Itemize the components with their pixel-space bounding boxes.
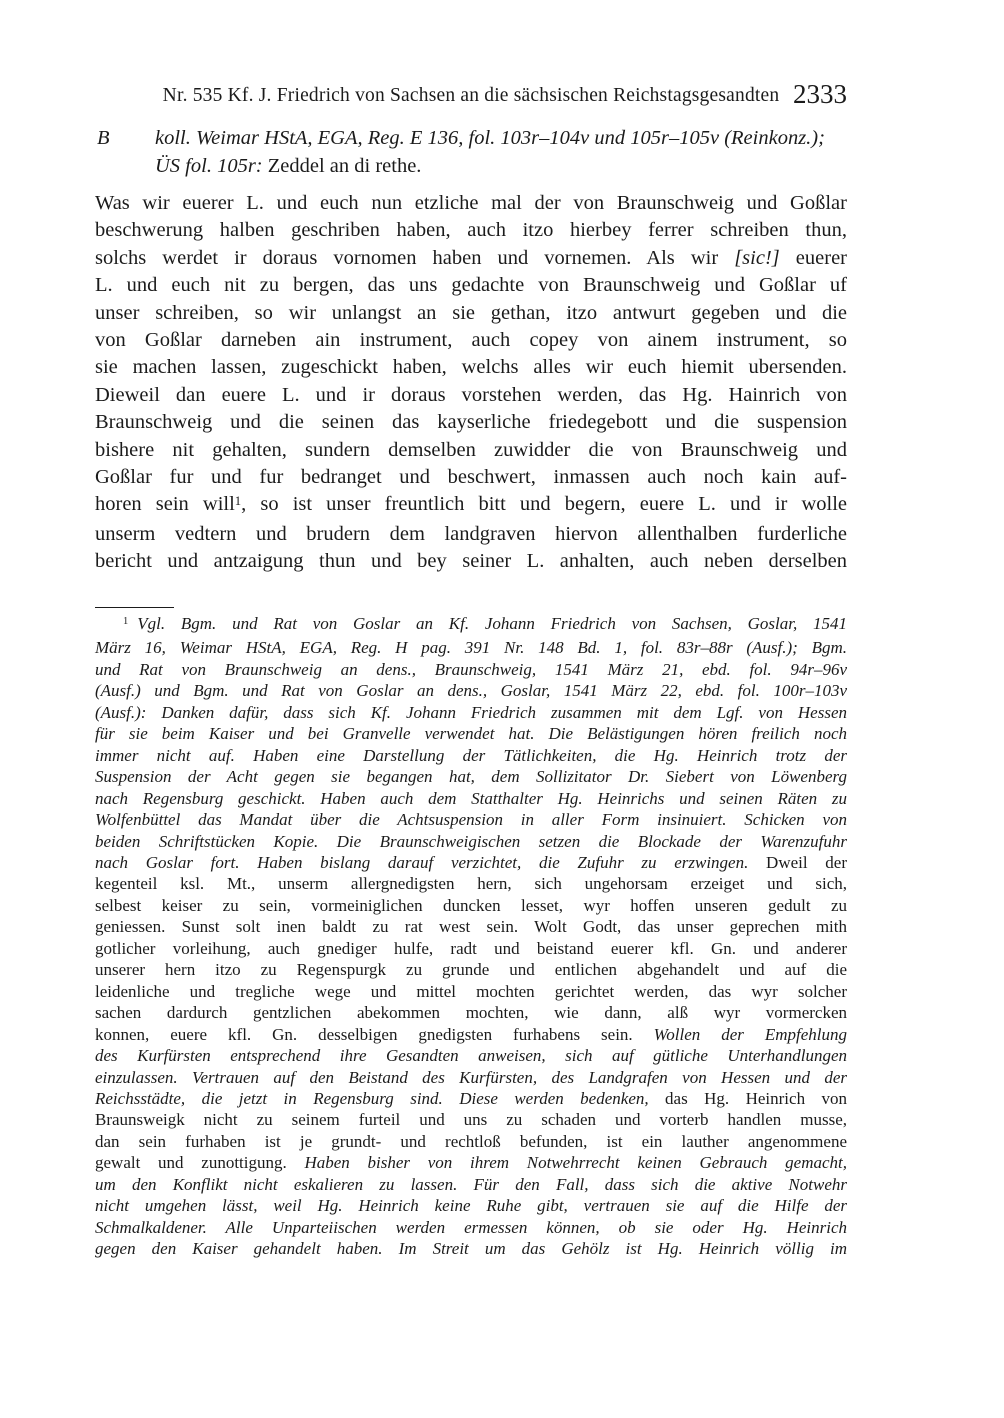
text-line: bishere nit gehalten, sundern demselben zuwidder die von Braunschweig und [95, 438, 847, 461]
letter-body [95, 190, 847, 576]
source-note [95, 124, 847, 180]
running-header [95, 80, 847, 112]
text-line: unserm vedtern und brudern dem landgraven hiervon allenthalben furderliche [95, 522, 847, 545]
text-line: $^1$ Vgl. Bgm. und Rat von Goslar an Kf. Johann Friedrich von Sachsen, Goslar, 1541 [123, 614, 847, 633]
text-line: für sie beim Kaiser und bei Granvelle verwendet hat. Die Belästigungen hören freilich noch [95, 724, 847, 744]
text-line: beschwerung halben geschriben haben, auch itzo hierbey ferrer schreiben thun, [95, 219, 847, 242]
text-line: leidenliche und tregliche wege und mittel mochten gerichtet werden, das wyr solcher [95, 981, 847, 1001]
text-line: Braunschweig und die seinen das kayserliche friedegebott und die suspension [95, 411, 847, 434]
text-line: koll. Weimar HStA, EGA, Reg. E 136, fol. 103r–104v und 105r–105v (Reinkonz.); [155, 127, 825, 149]
text-line: nach Regensburg geschickt. Haben auch dem Statthalter Hg. Heinrichs und seinen Räten zu [95, 788, 847, 808]
text-line: Dieweil dan euere L. und ir doraus vorstehen werden, das Hg. Hainrich von [95, 383, 847, 406]
text-line: sie machen lassen, zugeschickt haben, welchs alles wir euch hiemit ubersenden. [95, 356, 847, 379]
text-line: beiden Schriftstücken Kopie. Die Braunschweigischen setzen die Blockade der Warenzufuhr [95, 831, 847, 851]
text-line: ÜS fol. 105r: Zeddel an di rethe. [155, 155, 422, 177]
text-line: um den Konflikt nicht eskalieren zu lassen. Für den Fall, dass sich die aktive Notwehr [95, 1174, 847, 1194]
source-siglum: B [97, 127, 110, 149]
text-line: geniessen. Sunst solt inen baldt zu rat west sein. Wolt Godt, das unser geprechen mith [95, 917, 847, 937]
text-line: horen sein will$^1$, so ist unser freuntlich bitt und begern, euere L. und ir wolle [95, 493, 847, 516]
text-line: Was wir euerer L. und euch nun etzliche mal der von Braunschweig und Goßlar [95, 192, 847, 214]
text-line: solchs werdet ir doraus vornomen haben und vornemen. Als wir [sic!] euerer [95, 246, 847, 269]
text-line: des Kurfürsten entsprechend ihre Gesandten anweisen, sich auf gütliche Unterhandlungen [95, 1046, 847, 1066]
text-line: dan sein furhaben ist je grundt- und rechtloß befunden, ist ein lauther angenommene [95, 1131, 847, 1151]
page-number: 2333 [793, 79, 847, 109]
text-line: Reichsstädte, die jetzt in Regensburg sind. Diese werden bedenken, das Hg. Heinrich von [95, 1088, 847, 1108]
text-line: März 16, Weimar HStA, EGA, Reg. H pag. 391 Nr. 148 Bd. 1, fol. 83r–88r (Ausf.); Bgm. [95, 638, 847, 658]
text-line: (Ausf.): Danken dafür, dass sich Kf. Johann Friedrich zusammen mit dem Lgf. von Hessen [95, 702, 847, 722]
text-line: Braunsweigk nicht zu seinem furteil und uns zu schaden und vorterb handlen musse, [95, 1110, 847, 1130]
text-line: immer nicht auf. Haben eine Darstellung der Tätlichkeiten, die Hg. Heinrich trotz der [95, 745, 847, 765]
text-line: unser schreiben, so wir unlangst an sie gethan, itzo antwurt gegeben und die [95, 301, 847, 324]
text-line: bericht und antzaigung thun und bey seiner L. anhalten, auch neben derselben [95, 550, 847, 573]
text-line: nach Goslar fort. Haben bislang darauf verzichtet, die Zufuhr zu erzwingen. Dweil der [95, 852, 847, 872]
text-line: einzulassen. Vertrauen auf den Beistand des Kurfürsten, des Landgrafen von Hessen und der [95, 1067, 847, 1087]
text-line: Wolfenbüttel das Mandat über die Achtsuspension in aller Form insinuiert. Schicken von [95, 810, 847, 830]
footnote-1 [95, 613, 847, 1260]
text-line: und Rat von Braunschweig an dens., Braunschweig, 1541 März 21, ebd. fol. 94r–96v [95, 659, 847, 679]
source-note-text [155, 124, 847, 180]
text-line: gewalt und zunottigung. Haben bisher von ihrem Notwehrrecht keinen Gebrauch gemacht, [95, 1153, 847, 1173]
text-line: Goßlar fur und fur bedranget und beschwert, inmassen auch noch kain auf- [95, 466, 847, 489]
running-title: Nr. 535 Kf. J. Friedrich von Sachsen an die sächsischen Reichstagsgesandten [162, 85, 780, 106]
text-line: L. und euch nit zu bergen, das uns gedachte von Braunschweig und Goßlar uf [95, 274, 847, 297]
text-line: unserer hern itzo zu Regenspurgk zu grunde und entlichen abgehandelt und auf die [95, 960, 847, 980]
text-line: selbest keiser zu sein, vormeiniglichen duncken lesset, wyr hoffen unseren gedult zu [95, 895, 847, 915]
text-line: gotlicher vorleihung, auch gnediger hulfe, radt und beistand euerer kfl. Gn. und anderer [95, 938, 847, 958]
text-line: sachen dardurch gentzlichen abekommen mochten, wie dann, alß wyr vormercken [95, 1003, 847, 1023]
text-line: nicht umgehen lässt, weil Hg. Heinrich keine Ruhe gibt, vertrauen sie auf die Hilfe der [95, 1196, 847, 1216]
text-line: Suspension der Acht gegen sie begangen hat, dem Sollizitator Dr. Siebert von Löwenberg [95, 767, 847, 787]
text-line: von Goßlar darneben ain instrument, auch copey von ainem instrument, so [95, 329, 847, 352]
text-line: kegenteil ksl. Mt., unserm allergnedigsten hern, sich ungehorsam erzeiget und sich, [95, 874, 847, 894]
text-line: gegen den Kaiser gehandelt haben. Im Streit um das Gehölz ist Hg. Heinrich völlig im [95, 1239, 847, 1259]
text-line: konnen, euere kfl. Gn. desselbigen gnedigsten furhabens sein. Wollen der Empfehlung [95, 1024, 848, 1044]
text-line: Schmalkaldener. Alle Unparteiischen werden ermessen können, ob sie oder Hg. Heinrich [95, 1217, 847, 1237]
footnote-separator [95, 607, 174, 608]
text-line: (Ausf.) und Bgm. und Rat von Goslar an dens., Goslar, 1541 März 22, ebd. fol. 100r–103v [95, 681, 847, 701]
